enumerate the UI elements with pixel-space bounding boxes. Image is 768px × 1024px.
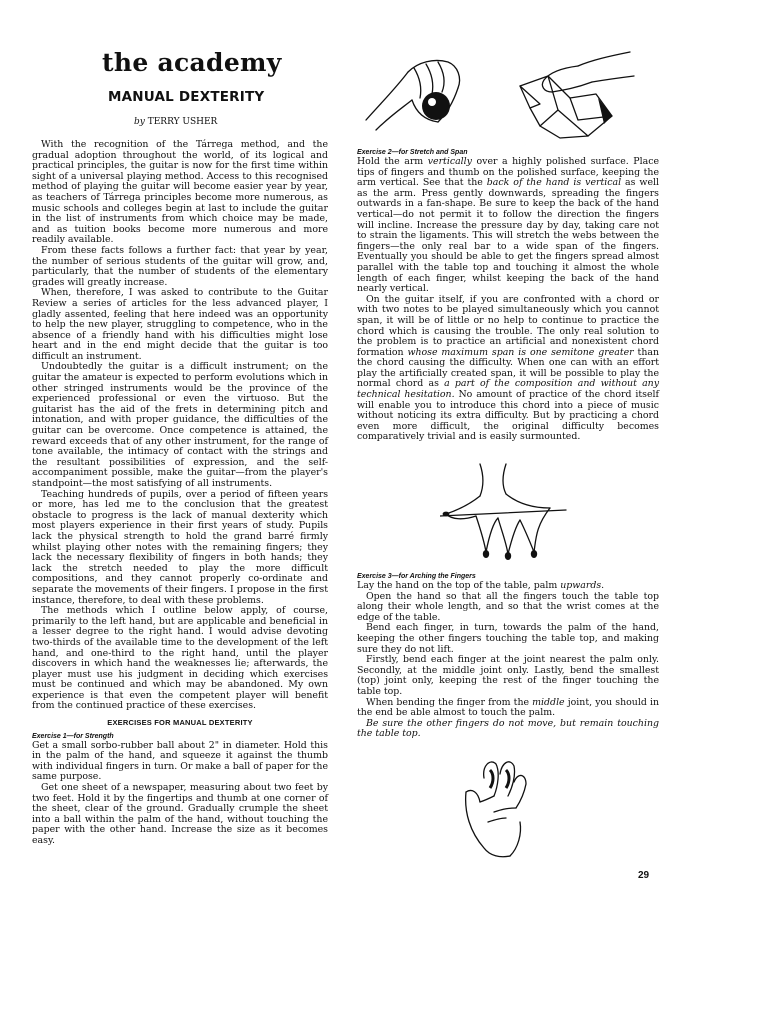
exercise-3-paragraph <box>357 698 659 719</box>
exercise-3-paragraph <box>357 719 659 740</box>
arched-fingers-illustration <box>460 752 540 860</box>
left-column <box>32 140 328 847</box>
exercise-2-heading: Exercise 2—for Stretch and Span <box>357 149 468 156</box>
hand-squeezing-ball-illustration <box>362 50 474 132</box>
section-heading: EXERCISES FOR MANUAL DEXTERITY <box>107 718 253 728</box>
exercise-3-paragraph: Open the hand so that all the fingers touch the table top along their whole length, and so that the wrist comes at the edge of the table. <box>357 590 659 623</box>
exercise-2-paragraph <box>357 157 659 295</box>
text-run: as well as the arm. Press gently downwards, spreading the fingers outwards in a fan-shape. Be sure to keep the back of the hand vertical—do not permit it to follow the direction the fingers will incline. Increase the pressure day by day, taking care not to strain the ligaments. This will stretch the webs between the fingers—the only real bar to a wide span of the fingers. Eventually you should be able to get the fingers spread almost parallel with the table top and touching it almost the whole length of each finger, whilst keeping the back of the hand nearly vertical. <box>357 177 660 295</box>
emphasis: vertically <box>427 156 472 167</box>
emphasis: back of the hand is vertical <box>486 177 622 189</box>
exercise-1-paragraph: Get a small sorbo-rubber ball about 2" in diameter. Hold this in the palm of the hand, and squeeze it against the thumb with individual fingers in turn. Or make a ball of paper for the same purpose. <box>32 739 328 783</box>
intro-paragraph: The methods which I outline below apply, of course, primarily to the left hand, but are applicable and beneficial in a lesser degree to the right hand. I would advise devoting two-thirds of the available time to the development of the left hand, and one-third to the right hand, until the player discovers in which hand the weaknesses lie; afterwards, the player must use his judgment in deciding which exercises must be continued and which may be abandoned. My own experience is that even the competent player will benefit from the continued practice of these exercises. <box>32 605 328 712</box>
intro-paragraph: Undoubtedly the guitar is a difficult instrument; on the guitar the amateur is expected to perform evolutions which in other stringed instruments would be the province of the experienced professional or even the virtuoso. But the guitarist has the aid of the frets in determining pitch and intonation, and with proper guidance, the difficulties of the guitar can be overcome. Once competence is attained, the reward exceeds that of any other instrument, for the range of tone available, the intimacy of contact with the strings and the resultant possibilities of expression, and the self-accompaniment possible, make the guitar—from the player's standpoint—the most satisfying of all instruments. <box>32 361 328 489</box>
intro-paragraph: With the recognition of the Tárrega method, and the gradual adoption throughout the world, of its logical and practical principles, the guitar is now for the first time within sight of a universal playing method. Access to this recognised method of playing the guitar will become easier year by year, as teachers of Tárrega principles become more numerous, as music schools and colleges begin at last to include the guitar in the list of instruments from which choice may be made, and as tuition books become more numerous and more readily available. <box>32 139 328 246</box>
exercise-1-paragraph: Get one sheet of a newspaper, measuring about two feet by two feet. Hold it by the fingertips and thumb at one corner of the sheet, clear of the ground. Gradually crumple the sheet into a ball within the palm of the hand, without touching the paper with the other hand. Increase the size as it becomes easy. <box>32 782 328 846</box>
exercise-3-paragraph: Bend each finger, in turn, towards the palm of the hand, keeping the other fingers touching the table top, and making sure they do not lift. <box>357 622 659 655</box>
exercise-3-paragraph <box>357 581 659 592</box>
emphasis: a part of the composition and without any technical hesitation. <box>357 378 659 401</box>
exercise-3-paragraph: Firstly, bend each finger at the joint nearest the palm only. Secondly, at the middle joint only. Lastly, bend the smallest (top) joint only, keeping the rest of the finger touching the table top. <box>357 654 659 697</box>
text-run: When bending the finger from the <box>366 696 533 708</box>
byline-by: by <box>134 117 145 127</box>
intro-paragraph: From these facts follows a further fact: that year by year, the number of serious students of the guitar will grow, and, particularly, that the number of students of the elementary grades will greatly increase. <box>32 244 328 288</box>
byline <box>134 117 217 127</box>
emphasis: Be sure the other fingers do not move, but remain touching the table top. <box>357 717 659 740</box>
text-run: Hold the arm <box>357 156 428 167</box>
emphasis: middle <box>532 696 565 708</box>
right-column-top <box>357 146 659 443</box>
text-run: On the guitar itself, if you are confronted with a chord or with two notes to be played simultaneously which you cannot span, it will be of little or no help to continue to practice the chord which is causing the trouble. The only real solution to the problem is to practice an artificial and nonexistent chord formation <box>357 293 659 358</box>
right-column-bottom <box>357 570 659 740</box>
page-number: 29 <box>638 870 650 881</box>
text-run: Lay the hand on the top of the table, palm <box>357 580 561 591</box>
text-run: over a highly polished surface. Place tips of fingers and thumb on the polished surface, keeping the arm vertical. See that the <box>357 156 659 189</box>
emphasis: whose maximum span is one semitone greater <box>407 346 634 358</box>
text-run: No amount of practice of the chord itself will enable you to introduce this chord into a piece of music without noticing its extra difficulty. But by practicing a chord even more difficult, the original difficulty becomes comparatively trivial and is easily surmounted. <box>357 389 659 443</box>
intro-paragraph: When, therefore, I was asked to contribute to the Guitar Review a series of articles for the less advanced player, I gladly assented, feeling that here indeed was an opportunity to help the new player, struggling to competence, who in the absence of a friendly hand with his difficulties might lose heart and in the end might decide that the guitar is too difficult an instrument. <box>32 287 328 362</box>
text-run: than the chord causing the difficulty. When one can with an effort play the artificially created span, it will be possible to play the normal chord as <box>357 346 659 390</box>
byline-author: TERRY USHER <box>147 117 218 127</box>
intro-paragraph: Teaching hundreds of pupils, over a period of fifteen years or more, has led me to the conclusion that the greatest obstacle to progress is the lack of manual dexterity which most players experience in their first years of study. Pupils lack the physical strength to hold the grand barré firmly whilst playing other notes with the remaining fingers; they lack the necessary flexibility of fingers in both hands; they lack the stretch needed to play the more difficult compositions, and they cannot properly co-ordinate and separate the movements of their fingers. I propose in the first instance, therefore, to deal with these problems. <box>32 488 328 606</box>
article-subtitle: MANUAL DEXTERITY <box>108 89 265 105</box>
article-title: the academy <box>102 48 282 77</box>
exercise-2-paragraph <box>357 295 659 443</box>
fingers-spread-illustration <box>440 462 570 562</box>
exercise-3-heading: Exercise 3—for Arching the Fingers <box>357 573 476 580</box>
hand-crumpling-paper-illustration <box>500 46 640 142</box>
emphasis: upwards. <box>560 580 605 591</box>
text-run: joint, you should in the end be able almost to touch the palm. <box>357 696 659 719</box>
exercise-1-heading: Exercise 1—for Strength <box>32 732 114 740</box>
